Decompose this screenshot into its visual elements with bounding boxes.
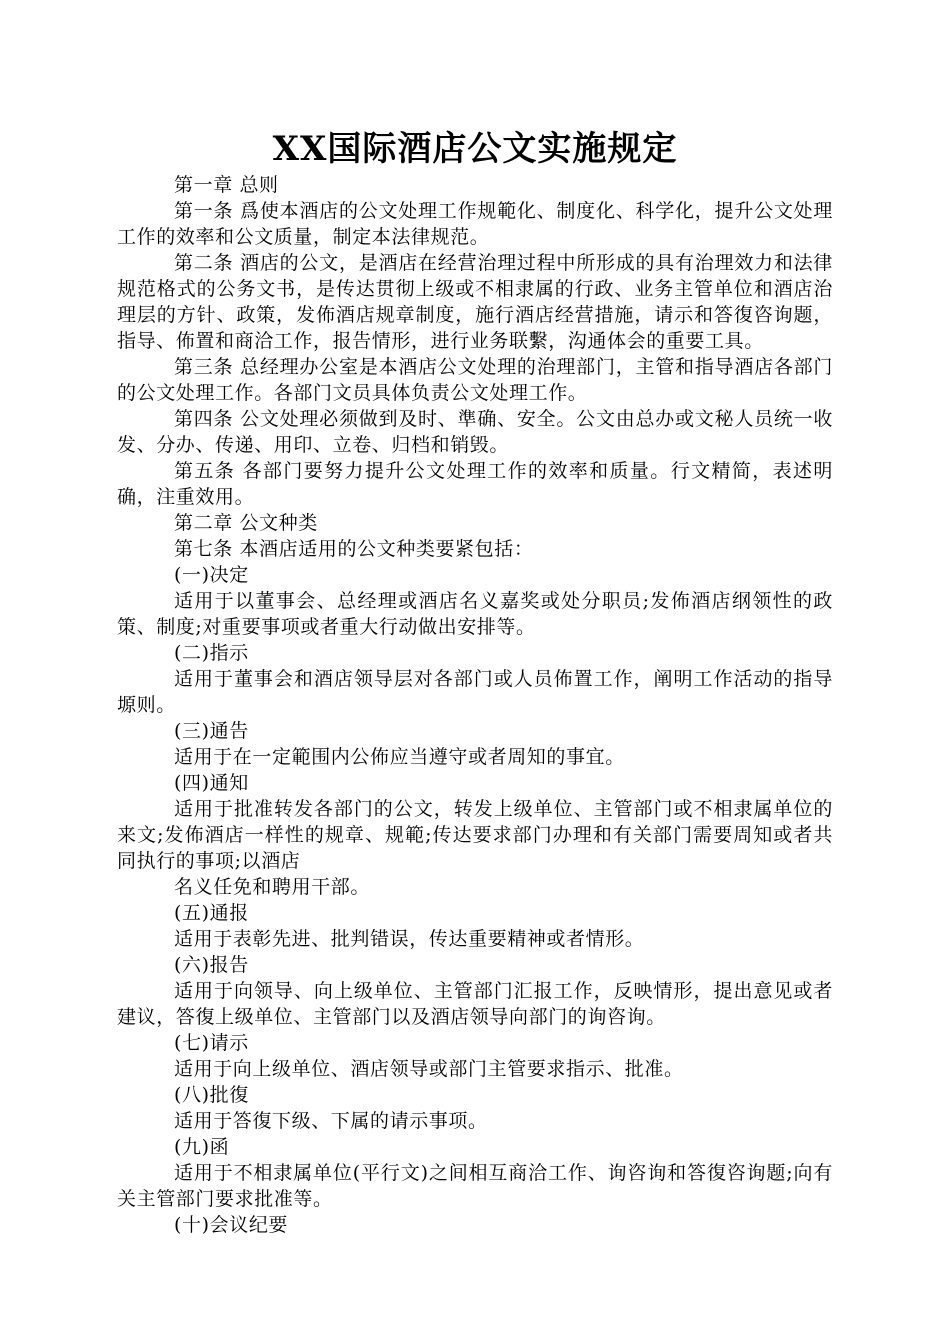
item-description: 适用于答復下级、下属的请示事项。 bbox=[174, 1110, 488, 1132]
item-description: 适用于向上级单位、酒店领导或部门主管要求指示、批准。 bbox=[174, 1058, 684, 1080]
item-heading: (三)通告 bbox=[174, 720, 249, 742]
item-heading: (二)指示 bbox=[174, 642, 249, 664]
item-heading: (四)通知 bbox=[174, 772, 249, 794]
article-paragraph: 第三条 总经理办公室是本酒店公文处理的治理部门，主管和指导酒店各部门的公文处理工作。各部门文员具体负责公文处理工作。 bbox=[117, 356, 833, 404]
item-description: 适用于在一定範围内公佈应当遵守或者周知的事宜。 bbox=[174, 746, 625, 768]
item-heading: (一)决定 bbox=[174, 564, 249, 586]
chapter-heading: 第二章 公文种类 bbox=[174, 512, 318, 534]
item-description: 适用于向领导、向上级单位、主管部门汇报工作，反映情形，提出意见或者建议，答復上级单位、主管部门以及酒店领导向部门的询咨询。 bbox=[117, 980, 833, 1028]
document-title: XX国际酒店公文实施规定 bbox=[272, 129, 678, 169]
item-heading: (十)会议纪要 bbox=[174, 1214, 289, 1236]
item-description: 适用于表彰先进、批判错误，传达重要精神或者情形。 bbox=[174, 928, 645, 950]
article-paragraph: 第七条 本酒店适用的公文种类要紧包括： bbox=[174, 538, 534, 560]
item-heading: (六)报告 bbox=[174, 954, 249, 976]
article-paragraph: 第五条 各部门要努力提升公文处理工作的效率和质量。行文精简，表述明确，注重效用。 bbox=[117, 460, 833, 508]
article-paragraph: 第一条 爲使本酒店的公文处理工作规範化、制度化、科学化，提升公文处理工作的效率和公文质量，制定本法律规范。 bbox=[117, 200, 833, 248]
item-heading: (九)函 bbox=[174, 1136, 230, 1158]
item-heading: (七)请示 bbox=[174, 1032, 249, 1054]
item-heading: (五)通报 bbox=[174, 902, 249, 924]
item-description: 适用于批准转发各部门的公文，转发上级单位、主管部门或不相隶属单位的来文;发佈酒店一样性的规章、规範;传达要求部门办理和有关部门需要周知或者共同执行的事项;以酒店 bbox=[117, 798, 833, 872]
item-description: 适用于董事会和酒店领导层对各部门或人员佈置工作，阐明工作活动的指导塬则。 bbox=[117, 668, 833, 716]
chapter-heading: 第一章 总则 bbox=[174, 174, 279, 196]
article-paragraph: 第二条 酒店的公文，是酒店在经营治理过程中所形成的具有治理效力和法律规范格式的公务文书，是传达贯彻上级或不相隶属的行政、业务主管单位和酒店治理层的方针、政策，发佈酒店规章制度，施行酒店经营措施，请示和答復咨询题，指导、佈置和商洽工作，报告情形，进行业务联繫，沟通体会的重要工具。 bbox=[117, 252, 833, 352]
item-description: 适用于不相隶属单位(平行文)之间相互商洽工作、询咨询和答復咨询题;向有关主管部门要求批准等。 bbox=[117, 1162, 833, 1210]
item-heading: (八)批復 bbox=[174, 1084, 249, 1106]
item-description: 名义任免和聘用干部。 bbox=[174, 876, 371, 898]
article-paragraph: 第四条 公文处理必须做到及时、準确、安全。公文由总办或文秘人员统一收发、分办、传递、用印、立卷、归档和销毁。 bbox=[117, 408, 833, 456]
document-body bbox=[117, 172, 833, 1238]
item-description: 适用于以董事会、总经理或酒店名义嘉奖或处分职员;发佈酒店纲领性的政策、制度;对重要事项或者重大行动做出安排等。 bbox=[117, 590, 833, 638]
